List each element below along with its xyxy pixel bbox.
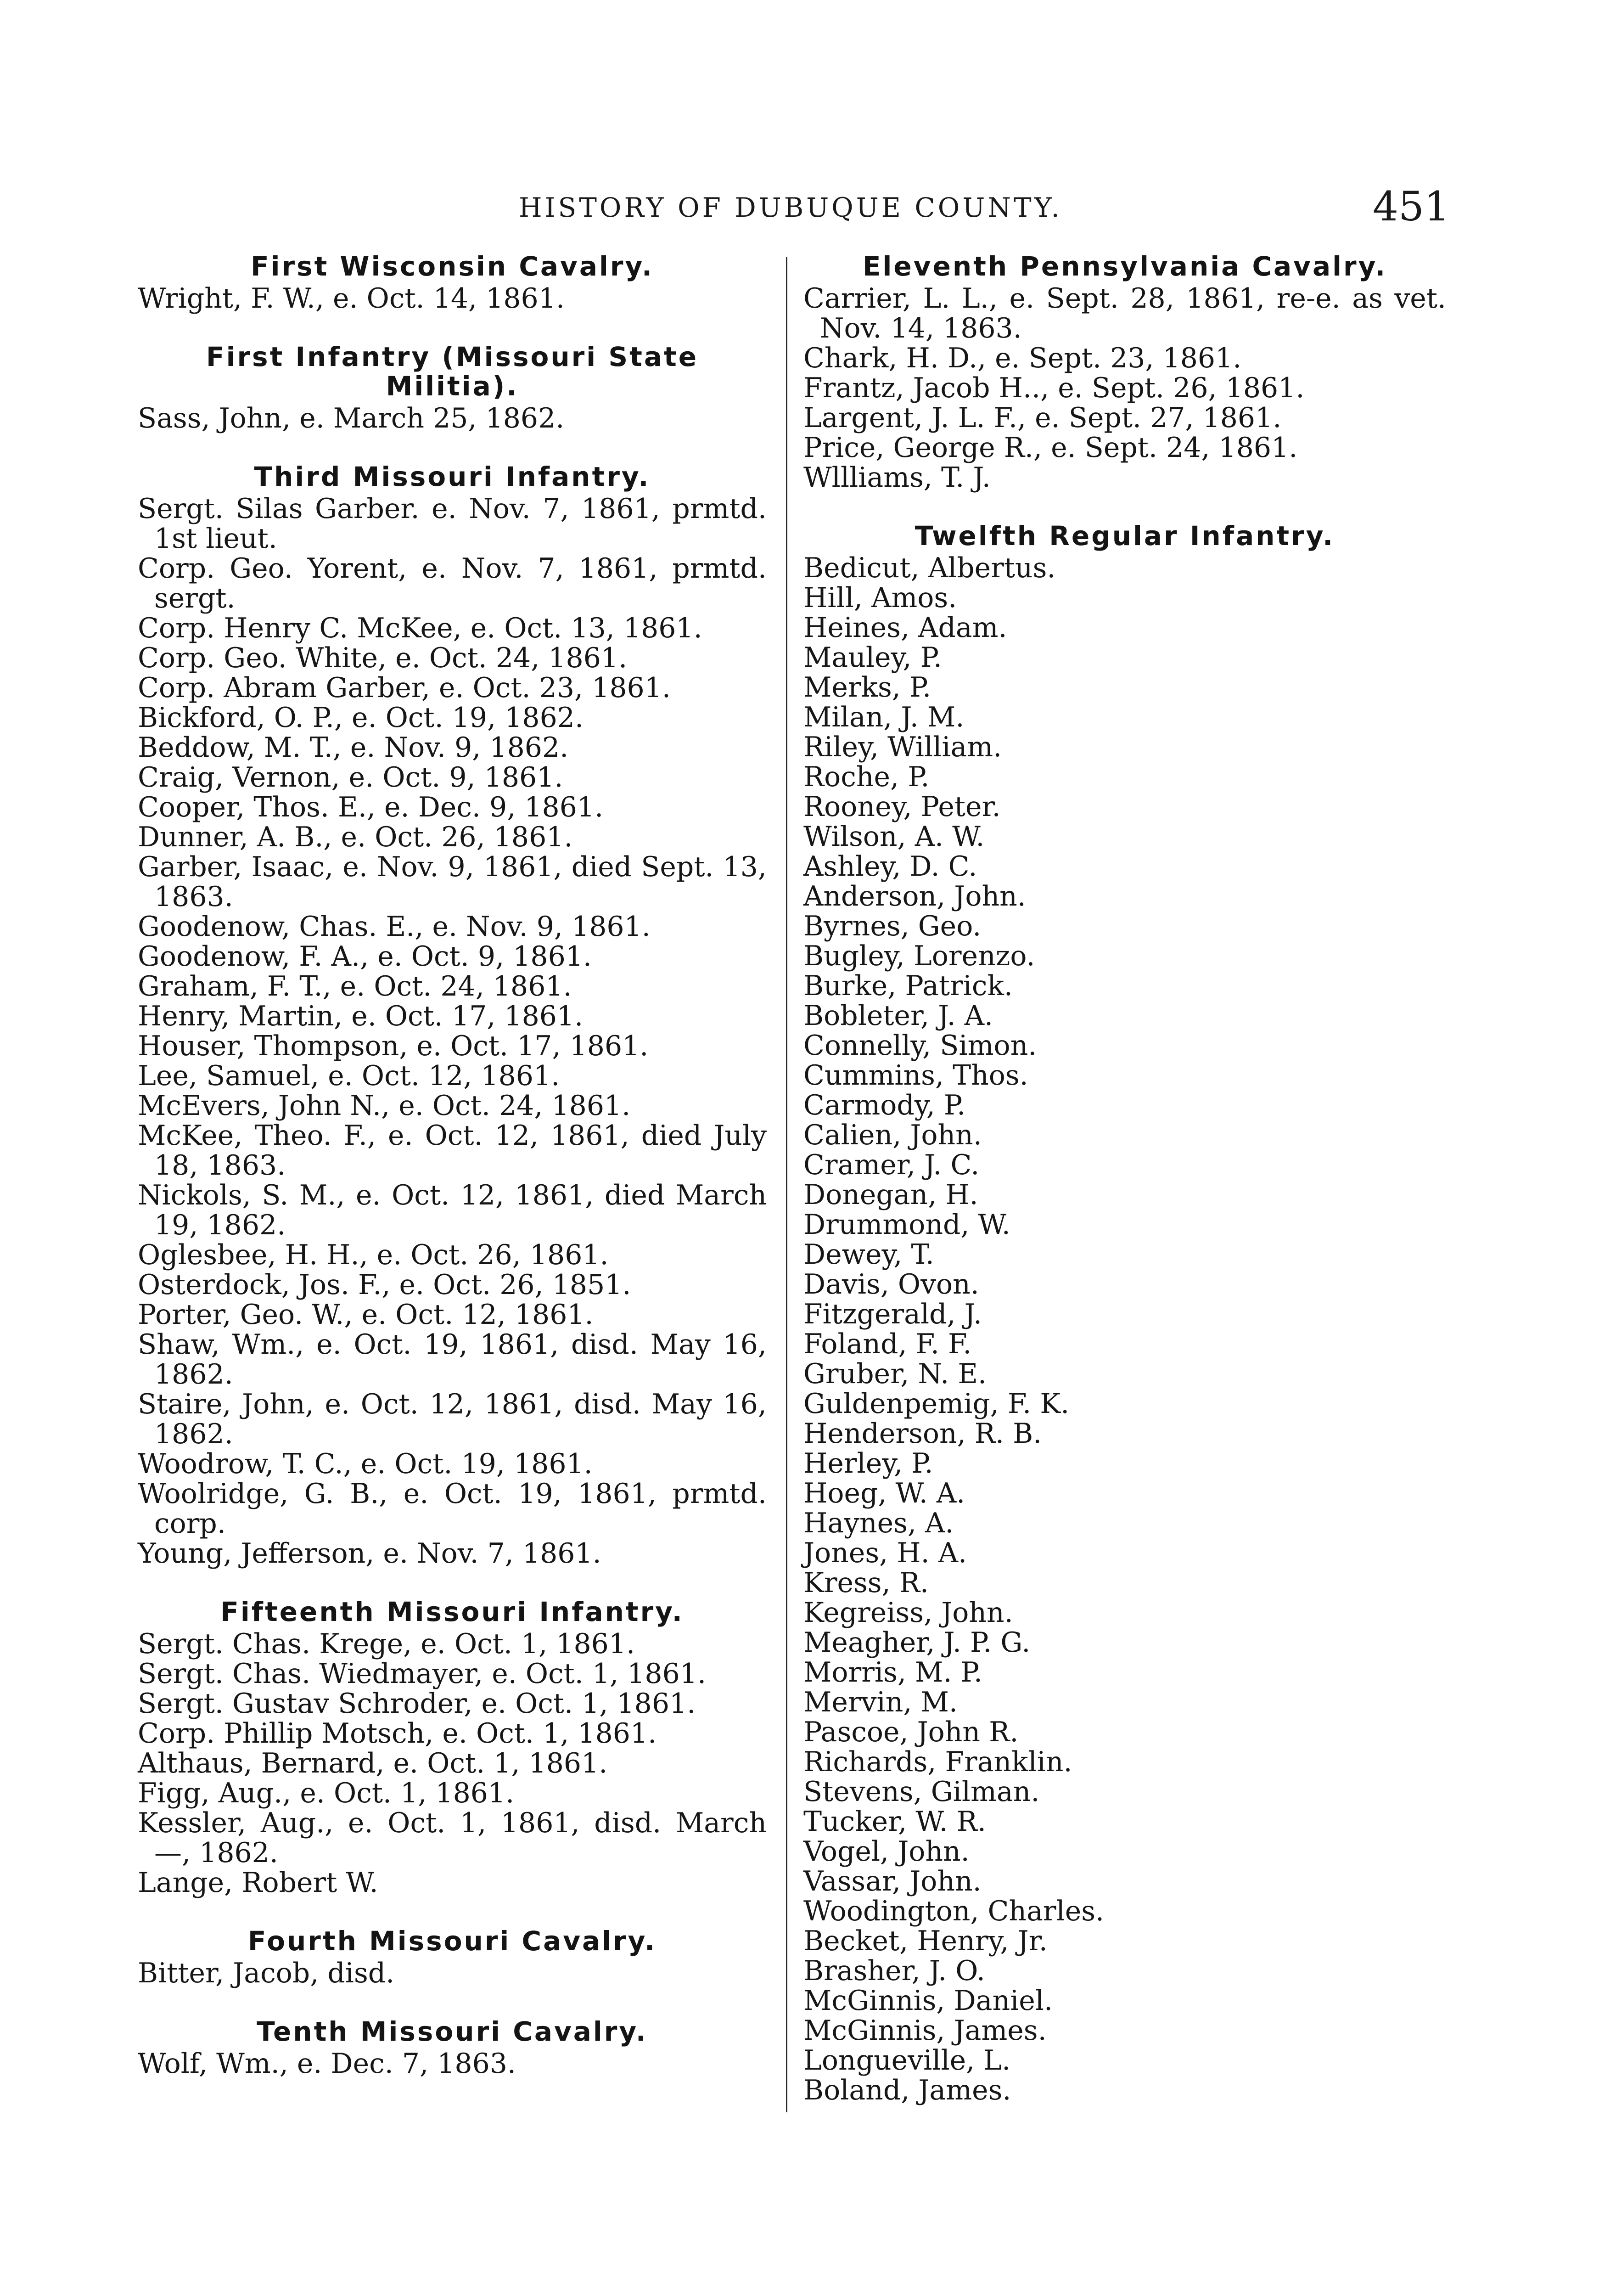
roster-entry: Goodenow, Chas. E., e. Nov. 9, 1861. — [138, 911, 651, 943]
section-heading: Eleventh Pennsylvania Cavalry. — [862, 251, 1387, 282]
page-number: 451 — [1373, 183, 1450, 230]
roster-entry: Davis, Ovon. — [803, 1268, 979, 1300]
roster-entry: Gruber, N. E. — [803, 1358, 987, 1390]
roster-entry: Corp. Geo. Yorent, e. Nov. 7, 1861, prmtd. sergt. — [138, 552, 767, 614]
roster-entry: Sergt. Gustav Schroder, e. Oct. 1, 1861. — [138, 1688, 696, 1720]
section-third-missouri-infantry — [138, 462, 767, 1569]
roster-entry: Corp. Henry C. McKee, e. Oct. 13, 1861. — [138, 612, 702, 644]
section-heading: Fourth Missouri Cavalry. — [247, 1925, 657, 1957]
roster-entry: Oglesbee, H. H., e. Oct. 26, 1861. — [138, 1239, 609, 1271]
roster-entry: Woodington, Charles. — [803, 1895, 1105, 1927]
roster-entry: Wllliams, T. J. — [803, 461, 991, 494]
roster-entry: Corp. Phillip Motsch, e. Oct. 1, 1861. — [138, 1717, 657, 1750]
roster-entry: Lee, Samuel, e. Oct. 12, 1861. — [138, 1060, 560, 1092]
roster-entry: Sergt. Chas. Wiedmayer, e. Oct. 1, 1861. — [138, 1658, 707, 1690]
roster-entry: Carmody, P. — [803, 1089, 966, 1121]
roster-entry: McGinnis, James. — [803, 2015, 1047, 2047]
roster-entry: Foland, F. F. — [803, 1328, 972, 1360]
roster-entry: Herley, P. — [803, 1447, 933, 1480]
roster-entry: Kessler, Aug., e. Oct. 1, 1861, disd. March —, 1862. — [138, 1807, 767, 1869]
roster-entry: Kress, R. — [803, 1567, 929, 1599]
roster-entry: Nickols, S. M., e. Oct. 12, 1861, died March 19, 1862. — [138, 1179, 767, 1241]
roster-entry: Frantz, Jacob H.., e. Sept. 26, 1861. — [803, 372, 1305, 404]
roster-entry: Tucker, W. R. — [803, 1806, 986, 1838]
roster-list — [138, 1958, 767, 1988]
roster-entry: Vogel, John. — [803, 1835, 970, 1868]
roster-entry: McEvers, John N., e. Oct. 24, 1861. — [138, 1090, 631, 1122]
roster-entry: Bedicut, Albertus. — [803, 552, 1056, 584]
roster-entry: Porter, Geo. W., e. Oct. 12, 1861. — [138, 1299, 594, 1331]
roster-entry: Staire, John, e. Oct. 12, 1861, disd. May 16, 1862. — [138, 1388, 767, 1450]
roster-entry: Bugley, Lorenzo. — [803, 940, 1035, 972]
roster-entry: Bickford, O. P., e. Oct. 19, 1862. — [138, 702, 584, 734]
roster-list — [138, 404, 767, 433]
roster-entry: Woodrow, T. C., e. Oct. 19, 1861. — [138, 1448, 593, 1480]
right-column — [803, 252, 1446, 2105]
section-fifteenth-missouri-infantry — [138, 1597, 767, 1898]
roster-entry: Haynes, A. — [803, 1507, 954, 1539]
roster-list — [138, 494, 767, 1569]
roster-entry: Houser, Thompson, e. Oct. 17, 1861. — [138, 1030, 649, 1062]
roster-entry: Woolridge, G. B., e. Oct. 19, 1861, prmtd. corp. — [138, 1478, 767, 1540]
section-heading: Third Missouri Infantry. — [254, 461, 651, 492]
roster-entry: Shaw, Wm., e. Oct. 19, 1861, disd. May 16, 1862. — [138, 1328, 767, 1390]
roster-entry: Stevens, Gilman. — [803, 1776, 1040, 1808]
column-divider — [786, 257, 787, 2112]
roster-entry: Merks, P. — [803, 671, 931, 703]
roster-entry: Fitzgerald, J. — [803, 1298, 982, 1330]
section-heading: First Infantry (Missouri State Militia). — [206, 341, 699, 402]
roster-entry: Roche, P. — [803, 761, 930, 793]
section-twelfth-regular-infantry — [803, 521, 1446, 2105]
roster-entry: Heines, Adam. — [803, 612, 1007, 644]
roster-entry: Jones, H. A. — [803, 1537, 967, 1569]
roster-entry: Boland, James. — [803, 2074, 1011, 2106]
roster-entry: Meagher, J. P. G. — [803, 1626, 1031, 1659]
roster-entry: Longueville, L. — [803, 2044, 1011, 2077]
roster-entry: Hoeg, W. A. — [803, 1477, 965, 1509]
roster-entry: Richards, Franklin. — [803, 1746, 1072, 1778]
section-first-infantry-missouri-state-militia — [138, 342, 767, 433]
section-heading: First Wisconsin Cavalry. — [251, 251, 654, 282]
section-heading: Tenth Missouri Cavalry. — [257, 2016, 648, 2047]
roster-entry: Cummins, Thos. — [803, 1059, 1028, 1092]
left-column — [138, 252, 767, 2079]
roster-entry: Mervin, M. — [803, 1686, 958, 1718]
roster-entry: Bobleter, J. A. — [803, 1000, 993, 1032]
section-heading: Fifteenth Missouri Infantry. — [220, 1596, 684, 1627]
roster-entry: Sergt. Silas Garber. e. Nov. 7, 1861, prmtd. 1st lieut. — [138, 493, 767, 555]
roster-entry: Henderson, R. B. — [803, 1418, 1042, 1450]
roster-entry: Kegreiss, John. — [803, 1597, 1013, 1629]
roster-entry: Cooper, Thos. E., e. Dec. 9, 1861. — [138, 791, 604, 823]
roster-entry: Rooney, Peter. — [803, 791, 1001, 823]
roster-entry: Lange, Robert W. — [138, 1867, 378, 1899]
section-eleventh-pennsylvania-cavalry — [803, 252, 1446, 493]
roster-entry: Donegan, H. — [803, 1179, 978, 1211]
roster-entry: Wolf, Wm., e. Dec. 7, 1863. — [138, 2048, 516, 2080]
roster-entry: Becket, Henry, Jr. — [803, 1925, 1048, 1957]
roster-entry: Graham, F. T., e. Oct. 24, 1861. — [138, 970, 572, 1002]
roster-list — [138, 284, 767, 314]
roster-entry: Calien, John. — [803, 1119, 982, 1151]
roster-entry: Burke, Patrick. — [803, 970, 1013, 1002]
roster-entry: McKee, Theo. F., e. Oct. 12, 1861, died July 18, 1863. — [138, 1120, 767, 1182]
roster-entry: Goodenow, F. A., e. Oct. 9, 1861. — [138, 940, 592, 973]
section-heading: Twelfth Regular Infantry. — [915, 520, 1335, 551]
roster-entry: Dewey, T. — [803, 1238, 934, 1271]
roster-entry: Cramer, J. C. — [803, 1149, 980, 1181]
section-tenth-missouri-cavalry — [138, 2017, 767, 2079]
roster-entry: Sergt. Chas. Krege, e. Oct. 1, 1861. — [138, 1628, 635, 1660]
roster-entry: Chark, H. D., e. Sept. 23, 1861. — [803, 342, 1242, 374]
roster-entry: Figg, Aug., e. Oct. 1, 1861. — [138, 1777, 515, 1809]
roster-entry: Corp. Abram Garber, e. Oct. 23, 1861. — [138, 672, 671, 704]
section-fourth-missouri-cavalry — [138, 1926, 767, 1988]
roster-entry: Brasher, J. O. — [803, 1955, 986, 1987]
running-header-title: HISTORY OF DUBUQUE COUNTY. — [519, 192, 1062, 223]
roster-entry: Carrier, L. L., e. Sept. 28, 1861, re-e. as vet. Nov. 14, 1863. — [803, 282, 1446, 344]
roster-entry: Vassar, John. — [803, 1865, 982, 1897]
roster-entry: Mauley, P. — [803, 642, 942, 674]
roster-entry: Garber, Isaac, e. Nov. 9, 1861, died Sept. 13, 1863. — [138, 851, 767, 913]
roster-entry: Milan, J. M. — [803, 701, 965, 733]
roster-entry: Price, George R., e. Sept. 24, 1861. — [803, 432, 1298, 464]
roster-entry: Ashley, D. C. — [803, 850, 977, 883]
roster-list — [138, 1629, 767, 1898]
roster-entry: Beddow, M. T., e. Nov. 9, 1862. — [138, 732, 569, 764]
roster-entry: Anderson, John. — [803, 880, 1026, 912]
roster-entry: Guldenpemig, F. K. — [803, 1388, 1070, 1420]
roster-entry: Dunner, A. B., e. Oct. 26, 1861. — [138, 821, 573, 853]
roster-list — [803, 284, 1446, 493]
roster-entry: Althaus, Bernard, e. Oct. 1, 1861. — [138, 1747, 608, 1779]
roster-entry: Osterdock, Jos. F., e. Oct. 26, 1851. — [138, 1269, 631, 1301]
roster-entry: Connelly, Simon. — [803, 1030, 1037, 1062]
roster-entry: Hill, Amos. — [803, 582, 957, 614]
roster-entry: Largent, J. L. F., e. Sept. 27, 1861. — [803, 402, 1282, 434]
roster-list — [138, 2049, 767, 2079]
roster-list — [803, 553, 1446, 2105]
roster-entry: Sass, John, e. March 25, 1862. — [138, 402, 565, 434]
roster-entry: Young, Jefferson, e. Nov. 7, 1861. — [138, 1537, 601, 1570]
roster-entry: Bitter, Jacob, disd. — [138, 1957, 395, 1989]
roster-entry: Morris, M. P. — [803, 1656, 982, 1688]
roster-entry: Corp. Geo. White, e. Oct. 24, 1861. — [138, 642, 628, 674]
roster-entry: Wilson, A. W. — [803, 821, 985, 853]
roster-entry: Riley, William. — [803, 731, 1002, 763]
roster-entry: Byrnes, Geo. — [803, 910, 982, 942]
roster-entry: McGinnis, Daniel. — [803, 1985, 1053, 2017]
roster-entry: Wright, F. W., e. Oct. 14, 1861. — [138, 282, 565, 315]
roster-entry: Craig, Vernon, e. Oct. 9, 1861. — [138, 761, 563, 793]
roster-entry: Henry, Martin, e. Oct. 17, 1861. — [138, 1000, 584, 1032]
roster-entry: Drummond, W. — [803, 1209, 1010, 1241]
roster-entry: Pascoe, John R. — [803, 1716, 1019, 1748]
section-first-wisconsin-cavalry — [138, 252, 767, 314]
